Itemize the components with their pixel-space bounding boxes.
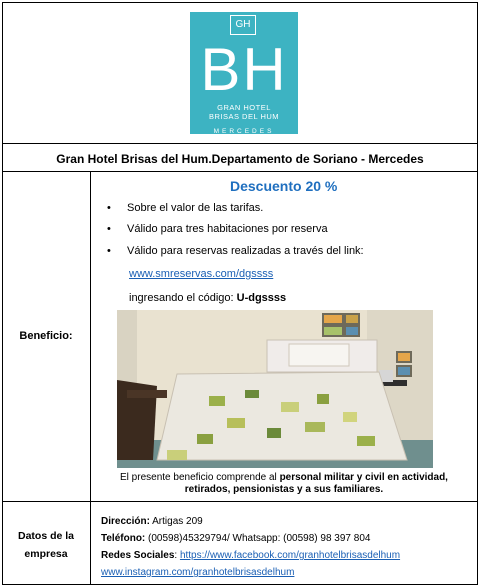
divider — [2, 501, 478, 502]
logo-line2: BRISAS DEL HUM — [208, 112, 280, 121]
hotel-room-photo — [117, 310, 433, 468]
social-sep: : — [174, 550, 180, 561]
hotel-logo — [190, 12, 298, 134]
address-value: Artigas 209 — [149, 516, 203, 527]
logo-gh: GH — [230, 15, 256, 35]
beneficio-label: Beneficio: — [19, 330, 73, 342]
note-bold-1: personal militar y civil en actividad, — [279, 472, 448, 483]
bullet-dot-icon: • — [107, 202, 111, 214]
code-line — [129, 292, 286, 304]
bullet-text: Válido para reservas realizadas a través del link: — [127, 245, 364, 257]
divider — [2, 171, 478, 172]
social-label: Redes Sociales — [101, 550, 175, 561]
code-prefix: ingresando el código: — [129, 292, 237, 304]
facebook-link[interactable]: https://www.facebook.com/granhotelbrisasdelhum — [179, 550, 401, 561]
social-line — [101, 550, 400, 561]
room-illustration — [117, 310, 433, 468]
note-bold-2: retirados, pensionistas y a sus familiares. — [184, 484, 384, 495]
promo-code: U-dgssss — [236, 292, 287, 304]
address-label: Dirección: — [101, 516, 150, 527]
reservation-link[interactable]: www.smreservas.com/dgssss — [129, 268, 274, 280]
address-line — [101, 516, 203, 527]
instagram-link[interactable]: www.instagram.com/granhotelbrisasdelhum — [101, 567, 295, 578]
logo-line3: MERCEDES — [213, 128, 275, 135]
divider — [2, 143, 478, 144]
instagram-line — [101, 567, 294, 578]
bullet-dot-icon: • — [107, 223, 111, 235]
bullet-text: Sobre el valor de las tarifas. — [127, 202, 264, 214]
phone-value: (00598)45329794/ Whatsapp: (00598) 98 397 804 — [145, 533, 371, 544]
datos-label-1: Datos de la — [17, 530, 75, 542]
datos-label-2: empresa — [24, 548, 68, 560]
bullet-text: Válido para tres habitaciones por reserva — [127, 223, 328, 235]
note-prefix: El presente beneficio comprende al — [120, 472, 280, 483]
discount-heading: Descuento 20 % — [230, 178, 338, 194]
logo-bh: BH — [200, 36, 288, 103]
phone-label: Teléfono: — [101, 533, 146, 544]
benefit-note — [98, 472, 470, 496]
logo-line1: GRAN HOTEL — [217, 103, 271, 112]
phone-line — [101, 533, 370, 544]
column-divider — [90, 171, 91, 585]
document-title: Gran Hotel Brisas del Hum.Departamento de Soriano - Mercedes — [56, 152, 424, 166]
bullet-dot-icon: • — [107, 245, 111, 257]
